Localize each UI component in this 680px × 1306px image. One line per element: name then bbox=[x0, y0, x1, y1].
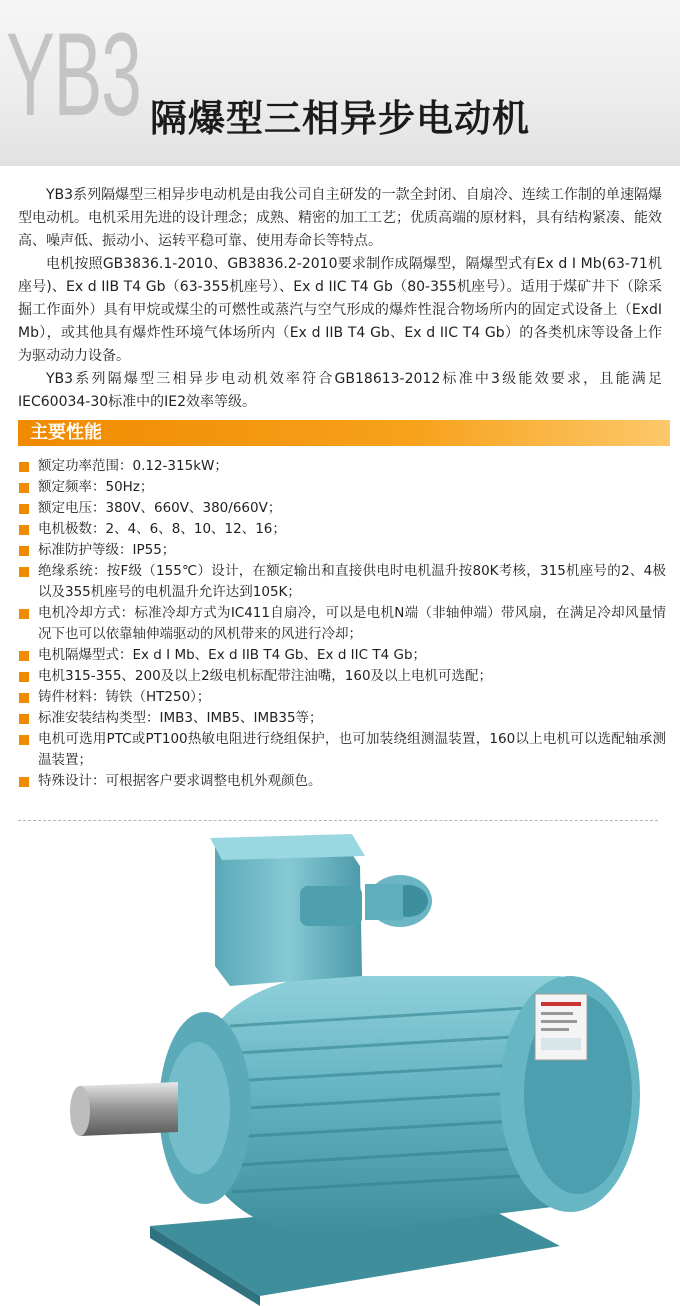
square-bullet-icon bbox=[19, 735, 29, 745]
feature-list bbox=[18, 456, 666, 792]
section-header bbox=[18, 420, 670, 446]
model-code: YB3 bbox=[6, 9, 141, 141]
feature-item bbox=[18, 477, 666, 498]
square-bullet-icon bbox=[19, 567, 29, 577]
motor-shaft bbox=[80, 1082, 178, 1136]
intro-paragraph: YB3系列隔爆型三相异步电动机效率符合GB18613-2012标准中3级能效要求，且能满足IEC60034-30标准中的IE2效率等级。 bbox=[18, 371, 662, 410]
feature-item bbox=[18, 519, 666, 540]
feature-item bbox=[18, 561, 666, 603]
square-bullet-icon bbox=[19, 672, 29, 682]
feature-text: 特殊设计：可根据客户要求调整电机外观颜色。 bbox=[38, 773, 322, 789]
feature-text: 电机隔爆型式：Ex d I Mb、Ex d IIB T4 Gb、Ex d IIC T4 Gb； bbox=[38, 647, 427, 663]
feature-item bbox=[18, 645, 666, 666]
square-bullet-icon bbox=[19, 693, 29, 703]
feature-text: 额定功率范围：0.12-315kW； bbox=[38, 458, 228, 474]
square-bullet-icon bbox=[19, 714, 29, 724]
feature-text: 电机冷却方式：标准冷却方式为IC411自扇冷，可以是电机N端（非轴伸端）带风扇，在满足冷却风量情况下也可以依靠轴伸端驱动的风机带来的风进行冷却； bbox=[38, 605, 666, 642]
feature-text: 绝缘系统：按F级（155℃）设计，在额定输出和直接供电时电机温升按80K考核，315机座号的2、4极以及355机座号的电机温升允许达到105K； bbox=[38, 563, 666, 600]
feature-item bbox=[18, 540, 666, 561]
square-bullet-icon bbox=[19, 504, 29, 514]
feature-item bbox=[18, 729, 666, 771]
square-bullet-icon bbox=[19, 546, 29, 556]
page-title: 隔爆型三相异步电动机 bbox=[150, 97, 530, 140]
feature-text: 电机可选用PTC或PT100热敏电阻进行绕组保护，也可加装绕组测温装置，160以上电机可以选配轴承测温装置； bbox=[38, 731, 666, 768]
square-bullet-icon bbox=[19, 609, 29, 619]
square-bullet-icon bbox=[19, 483, 29, 493]
feature-item bbox=[18, 687, 666, 708]
square-bullet-icon bbox=[19, 462, 29, 472]
feature-item bbox=[18, 666, 666, 687]
feature-text: 标准安装结构类型：IMB3、IMB5、IMB35等； bbox=[38, 710, 323, 726]
feature-item bbox=[18, 603, 666, 645]
feature-item bbox=[18, 498, 666, 519]
feature-text: 铸件材料：铸铁（HT250）； bbox=[38, 689, 211, 705]
feature-text: 电机极数：2、4、6、8、10、12、16； bbox=[38, 521, 286, 537]
feature-text: 额定电压：380V、660V、380/660V； bbox=[38, 500, 282, 516]
feature-item bbox=[18, 771, 666, 792]
square-bullet-icon bbox=[19, 525, 29, 535]
motor-image bbox=[0, 826, 680, 1306]
dashed-divider bbox=[18, 820, 658, 821]
intro-paragraph: 电机按照GB3836.1-2010、GB3836.2-2010要求制作成隔爆型，隔爆型式有Ex d I Mb(63-71机座号)、Ex d IIB T4 Gb（63-355机座号）、Ex d IIC T4 Gb（80-355机座号）。适用于煤矿井下（除采掘工作面外）具有甲烷或煤尘的可燃性或蒸汽与空气形成的爆炸性混合物场所内的固定式设备上（ExdI Mb），或其他具有爆炸性环境气体场所内（Ex d IIB T4 Gb、Ex d IIC T4 Gb）的各类机床等设备上作为驱动动力设备。 bbox=[18, 256, 662, 364]
feature-text: 额定频率：50Hz； bbox=[38, 479, 154, 495]
square-bullet-icon bbox=[19, 777, 29, 787]
intro-paragraph: YB3系列隔爆型三相异步电动机是由我公司自主研发的一款全封闭、自扇冷、连续工作制的单速隔爆型电动机。电机采用先进的设计理念；成熟、精密的加工工艺；优质高端的原材料，具有结构紧凑、能效高、噪声低、振动小、运转平稳可靠、使用寿命长等特点。 bbox=[18, 187, 662, 249]
feature-text: 电机315-355、200及以上2级电机标配带注油嘴，160及以上电机可选配； bbox=[38, 668, 493, 684]
header-banner bbox=[0, 0, 680, 166]
square-bullet-icon bbox=[19, 651, 29, 661]
feature-item bbox=[18, 456, 666, 477]
feature-item bbox=[18, 708, 666, 729]
section-title: 主要性能 bbox=[30, 422, 102, 443]
feature-text: 标准防护等级：IP55； bbox=[38, 542, 176, 558]
intro-text bbox=[18, 184, 662, 414]
